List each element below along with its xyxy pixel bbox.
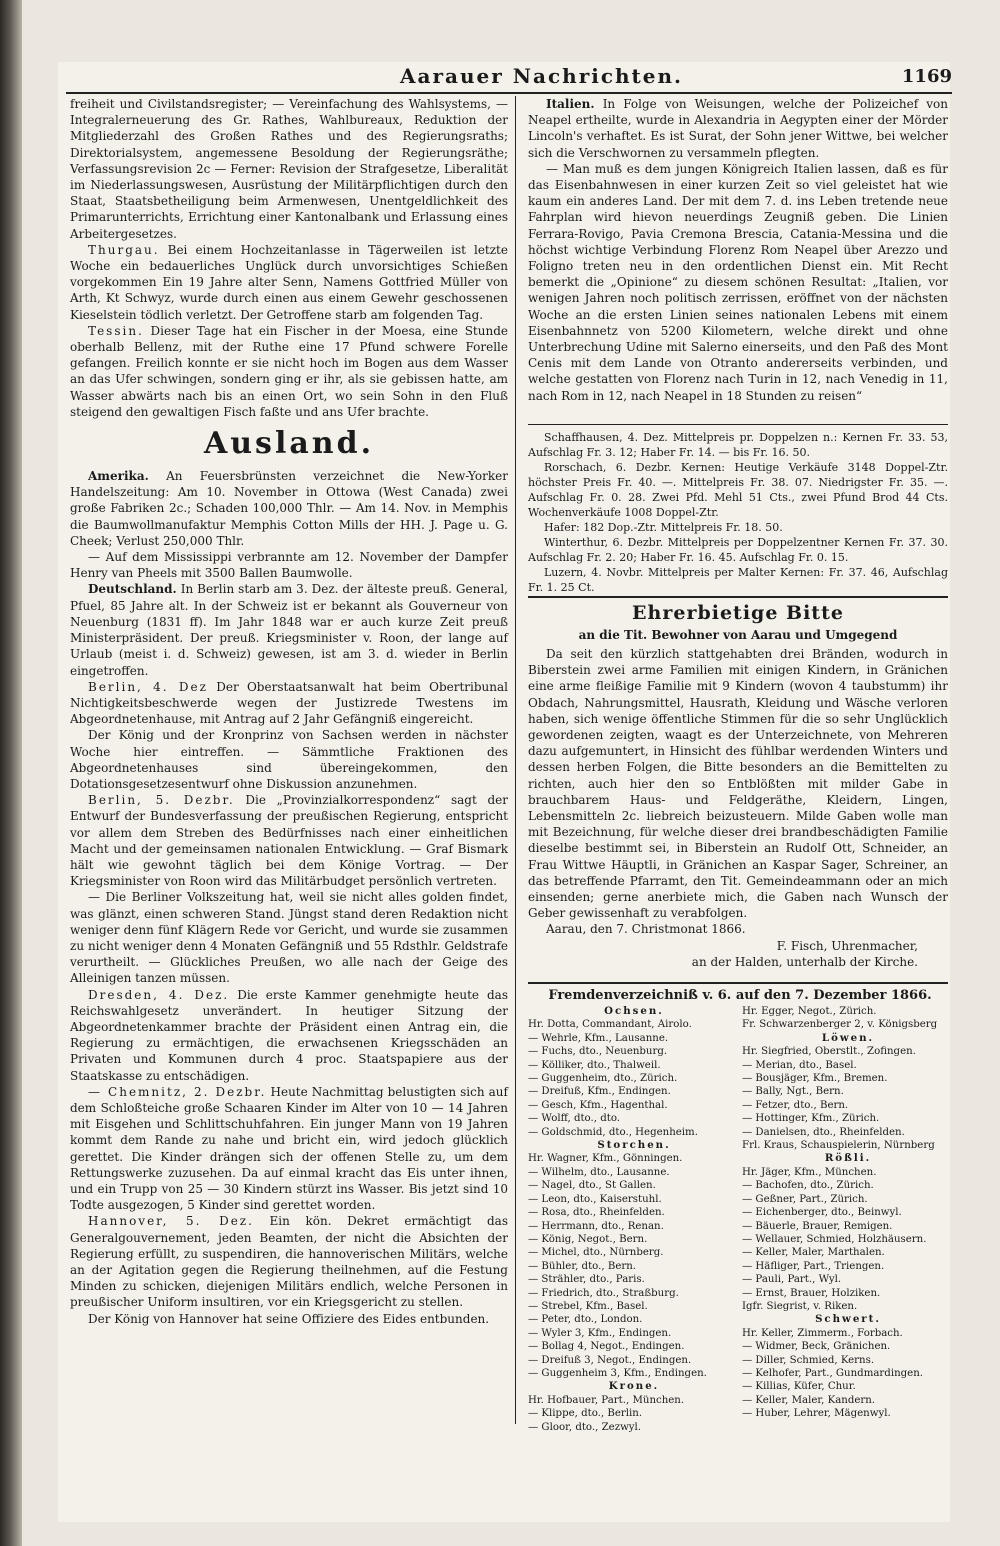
article-body: In Berlin starb am 3. Dez. der älteste preuß. General, Pfuel, 85 Jahre alt. In der Schweiz ist er bekannt als Gouverneur von Neuenburg (1831 ff). Im Jahr 1848 war er auch kurze Zeit preuß Ministerpräsident. Der preuß. Kriegsminister v. Roon, der lange auf Urlaub (meist i. d. Schweiz) gewesen, ist am 3. d. wieder in Berlin eingetroffen. [70,582,508,678]
guest-entry: — Wilhelm, dto., Lausanne. [528,1166,670,1178]
guest-entry: — Danielsen, dto., Rheinfelden. [742,1126,905,1138]
guest-entry: — Guggenheim 3, Kfm., Endingen. [528,1367,707,1379]
guest-entry: Hr. Keller, Zimmerm., Forbach. [742,1327,903,1339]
header-rule [66,92,952,94]
guest-entry: — Strähler, dto., Paris. [528,1274,645,1286]
guest-entry: — Herrmann, dto., Renan. [528,1220,664,1232]
section-heading-ausland: Ausland. [203,426,375,462]
guest-entry: — Dreifuß, Kfm., Endingen. [528,1086,671,1098]
article-tessin [70,323,508,420]
fremden-section [528,986,952,1433]
market-prices [528,430,948,592]
guest-entry: Fr. Schwarzenberger 2, v. Königsberg [742,1019,938,1031]
guest-entry: — Friedrich, dto., Straßburg. [528,1287,679,1299]
guest-entry: — Bollag 4, Negot., Endingen. [528,1341,685,1353]
guest-entry: Hr. Dotta, Commandant, Airolo. [528,1019,692,1031]
hotel-heading: Ochsen. [604,1005,664,1017]
article-lead: Dresden, 4. Dez. [88,987,230,1002]
article-sachsen: Der König und der Kronprinz von Sachsen werden in nächster Woche hier eintreffen. — Sämmtliche Fraktionen des Abgeordnetenhauses sind übereingekommen, den Dotationsgesetzesentwurf ohne Diskussion anzunehmen. [70,728,508,791]
guest-entry: — Wyler 3, Kfm., Endingen. [528,1327,672,1339]
book-binding-edge [0,0,22,1546]
article-body: Ein kön. Dekret ermächtigt das Generalgouvernement, jeden Beamten, der nicht die Absichten der Regierung erfüllt, zu suspendiren, die hannoverischen Militärs, welche an der Agitation gegen die Regierung theilnehmen, auf die Festung Minden zu schicken, diejenigen Militärs endlich, welche Personen in preußischer Uniform insultiren, vor ein Kriegsgericht zu stellen. [70,1214,508,1310]
column-divider [515,96,516,1424]
article-deutschland [70,581,508,678]
guest-entry: — Kölliker, dto., Thalweil. [528,1059,661,1071]
guest-entry: — König, Negot., Bern. [528,1233,648,1245]
article-italien-bahn: — Man muß es dem jungen Königreich Italien lassen, daß es für das Eisenbahnwesen in einer kurzen Zeit so viel geleistet hat wie kaum ein anderes Land. Der mit dem 7. d. ins Leben tretende neue Fahrplan wird hievon neuerdings Zeugniß geben. Die Linien Ferrara-Rovigo, Pavia Cremona Brescia, Catania-Messina und die höchst wichtige Verbindung Florenz Rom Neapel über Arezzo und Foligno treten neu in den ordentlichen Dienst ein. Mit Recht bemerkt die „Opinione“ zu diesem schönen Resultat: „Italien, vor wenigen Jahren noch politisch zerrissen, eröffnet von der nächsten Woche an die ersten Linien seines nationalen Lebens mit einem Eisenbahnnetz von 5200 Kilometern, welche direkt und ohne Unterbrechung Udine mit Salerno einerseits, und den Paß des Mont Cenis mit dem Lande von Otranto andererseits verbinden, und welche gestatten von Florenz nach Turin in 12, nach Venedig in 11, nach Rom in 12, nach Neapel in 18 Stunden zu reisen“ [528,161,948,403]
guest-entry: — Huber, Lehrer, Mägenwyl. [742,1408,891,1420]
guest-entry: — Killias, Küfer, Chur. [742,1381,856,1393]
hotel-heading: Rößli. [824,1152,872,1165]
article-body: Dieser Tage hat ein Fischer in der Moesa, eine Stunde oberhalb Bellenz, mit der Ruthe eine 17 Pfund schwere Forelle gefangen. Freilich konnte er sie nicht hoch im Bogen aus dem Wasser an das Ufer schwingen, sondern ging er ihr, als sie gebissen hatte, am Wasser abwärts nach bis an einen Ort, wo sein Sohn in den Fluß steigend den gewaltigen Fisch faßte und ans Ufer brachte. [70,323,508,419]
article-amerika [70,468,508,549]
fremden-list-right [742,1005,954,1421]
article-dresden [70,987,508,1084]
article-berlin-5 [70,792,508,889]
guest-entry: — Eichenberger, dto., Beinwyl. [742,1207,902,1219]
article-lead: Italien. [546,97,595,111]
guest-entry: — Guggenheim, dto., Zürich. [528,1073,678,1085]
market-schaffhausen: Schaffhausen, 4. Dez. Mittelpreis pr. Doppelzen n.: Kernen Fr. 33. 53, Aufschlag Fr. 3. 12; Haber Fr. 14. — bis Fr. 16. 50. [528,431,948,459]
guest-entry: — Bousjäger, Kfm., Bremen. [742,1073,888,1085]
article-chemnitz [70,1084,508,1214]
bitte-signature-address: an der Halden, unterhalb der Kirche. [691,954,918,969]
ad-bitte [528,600,948,976]
article-verfassung: freiheit und Civilstandsregister; — Vereinfachung des Wahlsystems, — Integralerneuerung des Gr. Rathes, Wahlbureaux, Reduktion der Mitgliederzahl des Großen Rathes und des Regierungsraths; Direktorialsystem, angemessene Besoldung der Regierungsräthe; Verfassungsrevision 2c — Ferner: Revision der Strafgesetze, Liberalität im Niederlassungswesen, Ausrüstung der Militärpflichtigen durch den Staat, Staatsbetheiligung beim Armenwesen, Unentgeldlichkeit des Primarunterrichts, Errichtung einer Kantonalbank und Erlassung eines Arbeitergesetzes. [70,97,508,241]
article-hannover-2: Der König von Hannover hat seine Offiziere des Eides entbunden. [88,1311,490,1326]
article-lead: Deutschland. [88,582,177,597]
article-lead: Hannover, 5. Dez. [88,1214,254,1229]
bitte-place-date: Aarau, den 7. Christmonat 1866. [546,922,746,937]
hotel-heading: Schwert. [815,1313,881,1326]
guest-entry: — Wellauer, Schmied, Holzhäusern. [742,1233,927,1245]
page-number: 1169 [901,66,952,87]
market-rorschach: Rorschach, 6. Dezbr. Kernen: Heutige Verkäufe 3148 Doppel-Ztr. höchster Preis Fr. 40. —. Mittelpreis Fr. 38. 07. Niedrigster Fr. 35. —. Aufschlag Fr. 0. 28. Zwei Pfd. Mehl 51 Cts., zwei Pfund Brod 44 Cts. Wochenverkäufe 1008 Doppel-Ztr. [528,461,948,519]
bitte-title: Ehrerbietige Bitte [632,602,844,624]
guest-entry: — Fuchs, dto., Neuenburg. [528,1046,668,1058]
guest-entry: — Keller, Maler, Kandern. [742,1394,876,1406]
guest-entry: — Gesch, Kfm., Hagenthal. [528,1099,668,1111]
guest-entry: — Fetzer, dto., Bern. [742,1099,849,1111]
hotel-heading: Löwen. [821,1031,875,1044]
guest-entry: — Klippe, dto., Berlin. [528,1408,643,1420]
hotel-heading: Krone. [608,1380,660,1393]
guest-entry: — Dreifuß 3, Negot., Endingen. [528,1354,692,1366]
guest-entry: — Pauli, Part., Wyl. [742,1274,842,1286]
section-rule [528,424,948,425]
hotel-heading: Storchen. [597,1139,671,1152]
guest-entry: — Ernst, Brauer, Holziken. [742,1287,881,1299]
guest-entry: — Häfliger, Part., Triengen. [742,1260,885,1272]
article-volkszeitung: — Die Berliner Volkszeitung hat, weil sie nicht alles golden findet, was glänzt, einen schweren Stand. Jüngst stand deren Redaktion nicht weniger denn fünf Klägern Rede vor Gericht, und wurde sie zusammen zu nicht weniger denn 4 Monaten Gefängniß und 55 Rdsthlr. Geldstrafe verurtheilt. — Glückliches Preußen, wo alle nach der Geige des Alleinigen tanzen müssen. [70,890,508,986]
guest-entry: Frl. Kraus, Schauspielerin, Nürnberg [742,1140,935,1152]
guest-entry: — Wolff, dto., dto. [528,1113,621,1125]
guest-entry: Hr. Jäger, Kfm., München. [742,1166,877,1178]
article-hannover [70,1213,508,1310]
guest-entry: Hr. Wagner, Kfm., Gönningen. [528,1153,683,1165]
guest-entry: — Nagel, dto., St Gallen. [528,1180,656,1192]
guest-entry: — Gloor, dto., Zezwyl. [528,1421,642,1433]
article-body: Bei einem Hochzeitanlasse in Tägerweilen ist letzte Woche ein bedauerliches Unglück durch unvorsichtiges Schießen vorgekommen Ein 19 Jahre alter Senn, Namens Gottfried Müller von Arth, Kt Schwyz, wurde durch einen aus einem Gewehr geschossenen Kieselstein tödlich verletzt. Der Getroffene starb am folgenden Tag. [70,242,508,322]
guest-entry: — Keller, Maler, Marthalen. [742,1247,885,1259]
article-body: An Feuersbrünsten verzeichnet die New-Yorker Handelszeitung: Am 10. November in Ottowa (West Canada) zwei große Fabriken 2c.; Schaden 100,000 Thlr. — Am 14. Nov. in Memphis die Baumwollmanufaktur Memphis Cotton Mills der HH. J. Page u. G. Cheek; Verlust 250,000 Thlr. [70,469,508,548]
guest-entry: Hr. Hofbauer, Part., München. [528,1394,685,1406]
article-italien [528,96,948,161]
guest-entry: — Widmer, Beck, Gränichen. [742,1341,891,1353]
bitte-signature-name: F. Fisch, Uhrenmacher, [776,938,918,953]
guest-entry: Igfr. Siegrist, v. Riken. [742,1300,858,1312]
article-body: Die „Provinzialkorrespondenz“ sagt der Entwurf der Bundesverfassung der preußischen Regierung, entspricht vor allem dem Streben des Bedürfnisses nach einer einheitlichen Macht und der gemeinsamen nationalen Entwicklung. — Graf Bismark hält wie gewohnt täglich bei dem Könige Vortrag. — Der Kriegsminister von Roon wird das Militärbudget persönlich vertreten. [70,793,508,889]
article-italien-block [528,96,948,418]
fremden-title: Fremdenverzeichniß v. 6. auf den 7. Dezember 1866. [548,988,932,1003]
market-winterthur: Winterthur, 6. Dezbr. Mittelpreis per Doppelzentner Kernen Fr. 37. 30. Aufschlag Fr. 2. 20; Haber Fr. 16. 45. Aufschlag Fr. 0. 15. [528,536,948,564]
article-lead: Amerika. [88,469,149,484]
article-lead: Tessin. [88,323,144,338]
guest-entry: — Bachofen, dto., Zürich. [742,1180,874,1192]
guest-entry: — Wehrle, Kfm., Lausanne. [528,1032,669,1044]
guest-entry: — Goldschmid, dto., Hegenheim. [528,1126,698,1138]
guest-entry: — Strebel, Kfm., Basel. [528,1300,648,1312]
article-body: Die erste Kammer genehmigte heute das Reichswahlgesetz unverändert. In heutiger Sitzung der Abgeordnetenkammer brachte der Präsident einen Antrag ein, die Regierung zu ermächtigen, die erwachsenen Kriegsschäden an Privaten und Kommunen durch 4 proc. Staatspapiere aus der Staatskasse zu entschädigen. [70,987,508,1083]
article-mississippi: — Auf dem Mississippi verbrannte am 12. November der Dampfer Henry van Pheels mit 3500 Ballen Baumwolle. [70,550,508,581]
market-luzern: Luzern, 4. Novbr. Mittelpreis per Malter Kernen: Fr. 37. 46, Aufschlag Fr. 1. 25 Ct. [528,566,948,594]
article-lead: — Chemnitz, 2. Dezbr. [88,1084,267,1099]
article-lead: Thurgau. [88,242,160,257]
bitte-body: Da seit den kürzlich stattgehabten drei Bränden, wodurch in Biberstein zwei arme Familien mit einigen Kindern, in Gränichen eine arme fleißige Familie mit 9 Kindern (wovon 4 taubstumm) ihr Obdach, Nahrungsmittel, Hausrath, Kleidung und Wäsche verloren haben, sich wenige öffentliche Stimmen für die so sehr Unglücklich gewordenen zeigten, waagt es der Unterzeichnete, von Mehreren dazu aufgemuntert, in Hinsicht des fühlbar werdenden Winters und dessen herben Folgen, die Bitte besonders an die Bemittelten zu richten, auch hier den so Entblößten mit milder Gabe in brauchbarem Haus- und Feldgeräthe, Kleidern, Lingen, Lebensmitteln 2c. liebreich beizusteuern. Milde Gaben wolle man mit Bezeichnung, für welche dieser drei brandbeschädigten Familie dieselbe bestimmt sei, in Biberstein an Rudolf Ott, Schneider, an Frau Wittwe Häuptli, in Gränichen an Kaspar Sager, Schreiner, an das betreffende Pfarramt, den Tit. Gemeindeammann oder an mich einsenden; gerne anerbiete mich, die Gaben nach Wunsch der Geber gewissenhaft zu verabfolgen. [528,647,948,921]
guest-entry: — Diller, Schmied, Kerns. [742,1354,875,1366]
guest-entry: — Kelhofer, Part., Gundmardingen. [742,1367,923,1379]
guest-entry: — Merian, dto., Basel. [742,1059,857,1071]
guest-entry: — Geßner, Part., Zürich. [742,1193,868,1205]
article-berlin-4 [70,679,508,728]
guest-entry: — Michel, dto., Nürnberg. [528,1247,664,1259]
article-lead: Berlin, 5. Dezbr. [88,793,235,808]
section-rule-thick [528,596,948,598]
article-body: Heute Nachmittag belustigten sich auf dem Schloßteiche große Schaaren Kinder im Alter von 10 — 14 Jahren mit Eisgehen und Schlittschuhfahren. Ein junger Mann von 19 Jahren kommt dem Rande zu nahe und bricht ein, wird jedoch glücklich gerettet. Die Kinder drängen sich der offenen Stelle zu, um dem Rettungswerke zuzusehen. Da auf einmal kracht das Eis unter ihnen, und ein Trupp von 25 — 30 Kindern stürzt ins Wasser. Bis jetzt sind 10 Todte ausgezogen, 5 Kinder sind gerettet worden. [70,1084,508,1213]
fremden-list-left [528,1005,740,1434]
guest-entry: — Bühler, dto., Bern. [528,1260,637,1272]
page-header [400,64,952,90]
article-body: Der Oberstaatsanwalt hat beim Obertribunal Nichtigkeitsbeschwerde wegen der Justizrede Twestens im Abgeordnetenhause, mit Antrag auf 2 Jahr Gefängniß eingereicht. [70,679,508,727]
guest-entry: — Leon, dto., Kaiserstuhl. [528,1193,662,1205]
guest-entry: Hr. Siegfried, Oberstlt., Zofingen. [742,1046,916,1058]
guest-entry: Hr. Egger, Negot., Zürich. [742,1006,877,1017]
guest-entry: — Bally, Ngt., Bern. [742,1086,844,1098]
guest-entry: — Bäuerle, Brauer, Remigen. [742,1220,893,1232]
article-thurgau [70,242,508,323]
section-rule-thick [528,982,948,984]
left-column [70,96,508,1426]
bitte-subtitle: an die Tit. Bewohner von Aarau und Umgegend [578,628,898,642]
guest-entry: — Rosa, dto., Rheinfelden. [528,1207,665,1219]
article-body: In Folge von Weisungen, welche der Polizeichef von Neapel ertheilte, wurde in Alexandria in Aegypten einer der Mörder Lincoln's verhaftet. Es ist Surat, der Sohn jener Wittwe, bei welcher sich die Verschwornen zu versammeln pflegten. [528,97,948,160]
article-lead: Berlin, 4. Dez [88,679,208,694]
market-hafer: Hafer: 182 Dop.-Ztr. Mittelpreis Fr. 18. 50. [544,521,783,534]
header-title: Aarauer Nachrichten. [400,64,684,88]
guest-entry: — Peter, dto., London. [528,1314,643,1326]
guest-entry: — Hottinger, Kfm., Zürich. [742,1113,880,1125]
